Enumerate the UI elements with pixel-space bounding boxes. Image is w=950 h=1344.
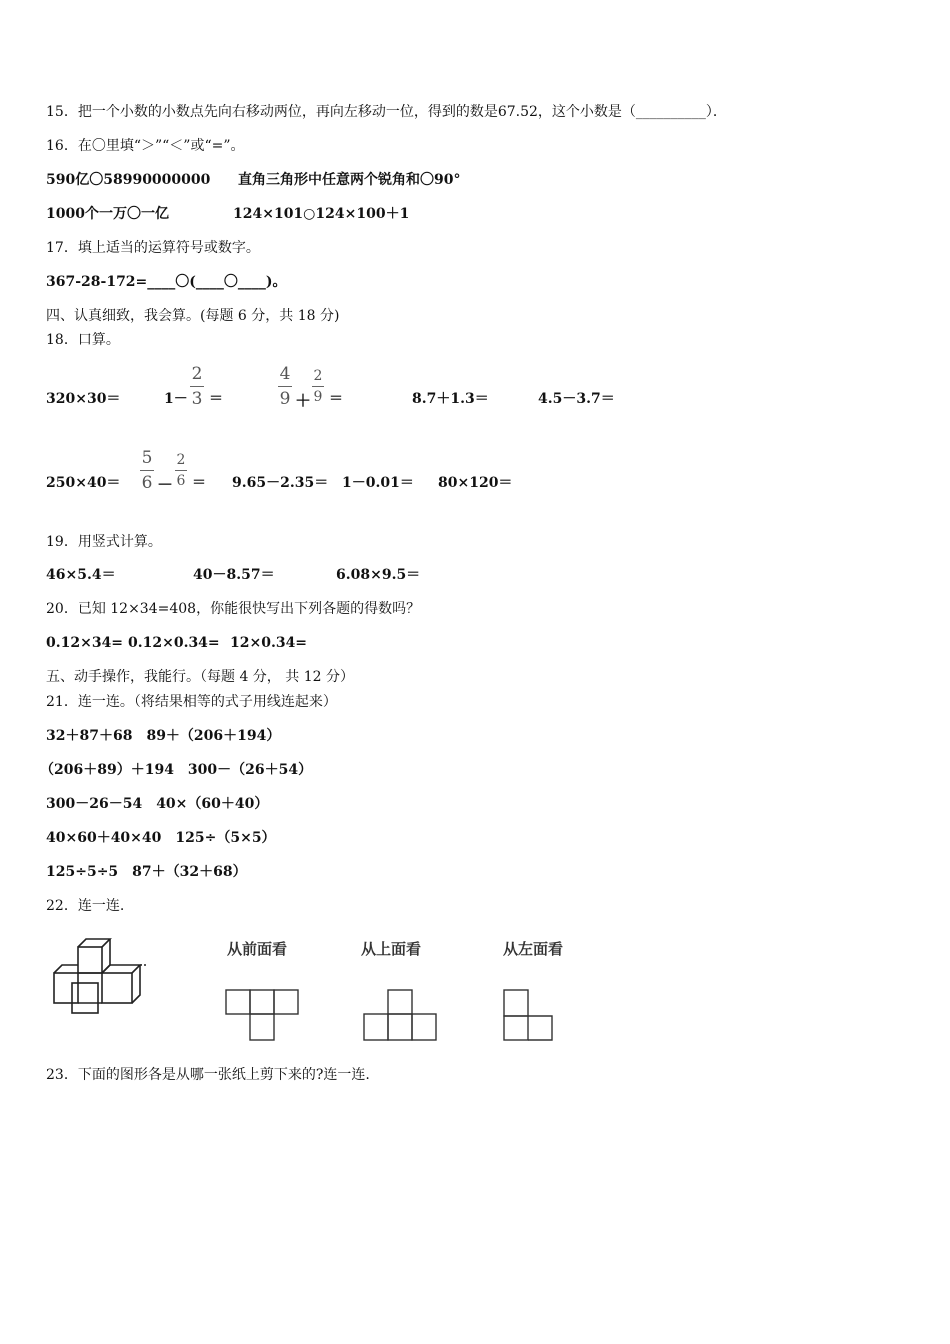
fraction-denominator: 6 [176,473,186,489]
question-21: 21．连一连。（将结果相等的式子用线连起来） [46,694,337,710]
q18-r1-c-fraction-2 [312,368,324,405]
q18-r2-a: 250×40＝ [46,475,121,491]
fraction-bar [278,386,292,387]
q20-item-b: 0.12×0.34= [128,635,220,651]
front-view-figure [224,988,302,1044]
question-18: 18．口算。 [46,332,120,348]
q21-row-2: （206＋89）＋194 300－（26＋54） [40,762,313,778]
q18-r1-b-fraction [190,364,204,409]
fraction-denominator: 9 [313,389,323,405]
q18-r2-c: 9.65－2.35＝ [232,475,329,491]
q16-item-c: 1000个一万〇一亿 [46,206,169,222]
q18-r1-c-post: ＝ [329,391,343,407]
q18-r1-b-post: ＝ [209,391,223,407]
q18-r2-b-post: ＝ [192,475,206,491]
q20-item-a: 0.12×34= [46,635,124,651]
fraction-numerator: 2 [176,452,186,468]
q21-row-3: 300－26－54 40×（60＋40） [46,796,269,812]
question-20: 20．已知 12×34=408，你能很快写出下列各题的得数吗？ [46,601,421,617]
fraction-numerator: 4 [279,364,291,384]
q19-item-b: 40－8.57＝ [193,567,275,583]
q18-r1-c-fraction-1 [278,364,292,409]
fraction-bar [312,386,324,387]
q18-r1-a: 320×30＝ [46,391,121,407]
q18-r1-e: 4.5－3.7＝ [538,391,615,407]
q17-item-a: 367-28-172=____〇(____〇____)。 [46,274,287,290]
q16-item-d: 124×101○124×100＋1 [233,206,410,222]
q18-r1-b-pre: 1－ [164,391,188,407]
q18-r1-c-op: ＋ [295,391,312,410]
fraction-denominator: 3 [191,389,203,409]
q21-row-4: 40×60＋40×40 125÷（5×5） [46,830,276,846]
question-23: 23．下面的图形各是从哪一张纸上剪下来的?连一连. [46,1067,370,1083]
fraction-bar [190,386,204,387]
fraction-numerator: 5 [141,448,153,468]
fraction-bar [140,470,154,471]
q19-item-a: 46×5.4＝ [46,567,116,583]
section-4-heading: 四、认真细致，我会算。(每题 6 分，共 18 分) [46,308,340,324]
question-15: 15．把一个小数的小数点先向右移动两位，再向左移动一位，得到的数是67.52，这个小数是（__________）． [46,104,727,120]
q18-r2-b-fraction-2 [175,452,187,489]
q18-r2-d: 1－0.01＝ [342,475,414,491]
fraction-denominator: 6 [141,473,153,493]
fraction-numerator: 2 [191,364,203,384]
question-22: 22．连一连. [46,898,125,914]
left-view-figure [502,988,558,1044]
block-solid-figure [48,935,158,1017]
question-17: 17．填上适当的运算符号或数字。 [46,240,260,256]
view-label-top: 从上面看 [361,940,422,958]
q16-item-a: 590亿〇58990000000 [46,172,211,188]
fraction-bar [175,470,187,471]
section-5-heading: 五、动手操作，我能行。（每题 4 分， 共 12 分） [46,669,354,685]
question-16: 16．在〇里填“＞”“＜”或“=”。 [46,138,245,154]
q21-row-1: 32＋87＋68 89＋（206＋194） [46,728,281,744]
view-label-front: 从前面看 [227,940,288,958]
q19-item-c: 6.08×9.5＝ [336,567,421,583]
q18-r1-d: 8.7＋1.3＝ [412,391,489,407]
q20-item-c: 12×0.34= [230,635,308,651]
q18-r2-b-fraction-1 [140,448,154,493]
q21-row-5: 125÷5÷5 87＋（32＋68） [46,864,247,880]
question-19: 19．用竖式计算。 [46,534,162,550]
top-view-figure [362,988,442,1044]
q16-item-b: 直角三角形中任意两个锐角和〇90° [238,172,461,188]
q18-r2-e: 80×120＝ [438,475,513,491]
view-label-left: 从左面看 [503,940,564,958]
q18-r2-b-op: － [157,475,174,494]
fraction-numerator: 2 [313,368,323,384]
fraction-denominator: 9 [279,389,291,409]
